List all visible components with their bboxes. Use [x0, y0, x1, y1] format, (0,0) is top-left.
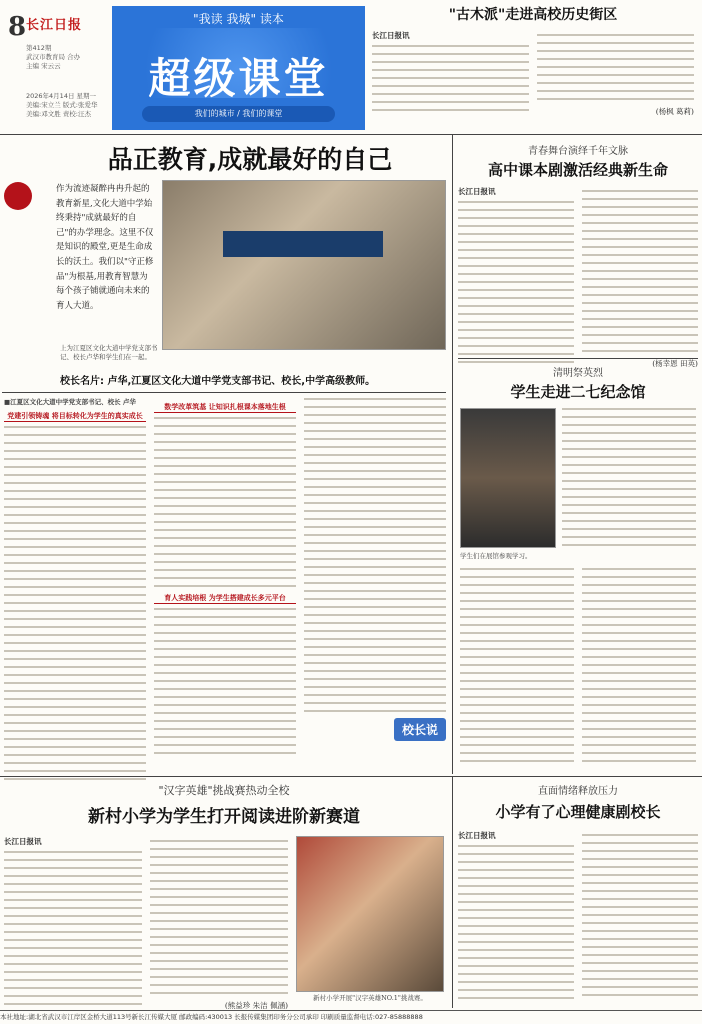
right-story-1-kicker: 青春舞台演绎千年文脉	[528, 146, 628, 157]
page-number: 8	[8, 12, 27, 42]
right-story-2-headline: 学生走进二七纪念馆	[510, 383, 646, 401]
byline: 长江日报讯	[372, 31, 410, 40]
bottom-left-photo	[296, 836, 444, 992]
bottom-right-story	[458, 782, 698, 1005]
top-story-ending: (杨枫 葛莉)	[655, 107, 694, 116]
right-story-2-cols	[460, 568, 696, 768]
staff-line-2: 美编:邓文胜 责校:汪杰	[26, 110, 91, 118]
top-story-title: "古木派"走进高校历史街区	[448, 7, 618, 23]
main-col-2	[154, 398, 296, 760]
author-line: ■江夏区文化大道中学党支部书记、校长 卢华	[4, 398, 136, 406]
subheading-2: 数学改革筑基 让知识扎根课本落地生根	[154, 402, 296, 413]
issue-number: 第412期	[26, 44, 52, 52]
principal-says-tag: 校长说	[394, 718, 446, 741]
subheading-1: 党建引领铸魂 将目标转化为学生的真实成长	[4, 411, 146, 422]
bottom-left-headline: 新村小学为学生打开阅读进阶新赛道	[88, 807, 360, 827]
main-lead-block	[4, 182, 156, 313]
date-block	[26, 92, 97, 119]
right-story-2-kicker: 清明祭英烈	[553, 368, 603, 379]
subheading-3: 育人实践培根 为学生搭建成长多元平台	[154, 593, 296, 604]
date-line: 2026年4月14日 星期一	[26, 92, 97, 100]
main-col-1	[4, 398, 146, 786]
page-footer: 本社地址:湖北省武汉市江岸区金桥大道113号新长江传媒大厦 邮政编码:430013 长报传媒集团印务分公司承印 印刷质量监督电话:027-85888888	[0, 1010, 702, 1024]
quote-mark-icon	[4, 182, 32, 210]
principal-card: 校长名片: 卢华,江夏区文化大道中学党支部书记、校长,中学高级教师。	[60, 376, 376, 387]
bottom-left-story	[4, 782, 444, 835]
banner-subtitle: 我们的城市 / 我们的课堂	[142, 106, 335, 122]
bottom-left-col-2	[150, 836, 288, 1011]
bottom-left-ending: (熊益珍 朱洁 佩涵)	[224, 1001, 288, 1010]
paper-logo: 长江日报	[26, 18, 83, 33]
bottom-left-kicker: "汉字英雄"挑战赛热动全校	[158, 784, 290, 797]
column-divider	[452, 776, 453, 1008]
top-story-col-1	[372, 30, 529, 117]
main-lead: 作为流迹凝醉冉冉升起的教育新星,文化大道中学始终秉持"成就最好的自己"的办学理念。这里不仅是知识的殿堂,更是生命成长的沃土。我们以"守正修品"为根基,用教育智慧为每个孩子铺就通向未来的育人大道。	[56, 184, 154, 311]
bottom-left-col-1	[4, 836, 142, 1011]
photo-banner	[223, 231, 383, 257]
banner-slogan: "我读 我城" 读本	[193, 12, 284, 26]
column-divider	[452, 134, 453, 774]
divider	[2, 392, 446, 393]
bottom-right-kicker: 直面情绪释放压力	[538, 786, 618, 797]
memorial-photo	[460, 408, 556, 548]
main-photo	[162, 180, 446, 350]
bottom-left-photo-caption: 新村小学开展"汉字英雄NO.1"挑战赛。	[313, 994, 427, 1002]
divider	[0, 776, 702, 777]
section-banner	[112, 6, 365, 130]
right-story-1-ending: (杨幸恩 田英)	[652, 359, 698, 368]
staff-line-1: 美编:宋立兰 版式:张爱华	[26, 101, 98, 109]
byline: 长江日报讯	[458, 187, 496, 196]
right-story-1	[458, 142, 698, 369]
right-story-2-col	[562, 408, 696, 552]
byline: 长江日报讯	[458, 831, 496, 840]
right-story-1-headline: 高中课本剧激活经典新生命	[487, 161, 668, 179]
divider	[458, 358, 698, 359]
memorial-photo-caption: 学生们在展馆参观学习。	[460, 552, 532, 560]
divider	[0, 134, 702, 135]
right-story-2	[458, 364, 698, 408]
issue-info	[26, 44, 80, 71]
byline: 长江日报讯	[4, 837, 42, 846]
main-headline: 品正教育,成就最好的自己	[107, 145, 393, 174]
main-col-3	[304, 398, 446, 741]
main-photo-caption: 上为江夏区文化大道中学党支部书记、校长卢华和学生们在一起。	[60, 344, 158, 361]
top-story-col-2	[537, 30, 694, 117]
top-story	[372, 2, 694, 122]
publisher-line: 武汉市教育局 合办	[26, 53, 81, 61]
banner-title: 超级课堂	[148, 54, 329, 103]
bottom-right-headline: 小学有了心理健康剧校长	[495, 803, 661, 821]
editor-line: 主编 宋云云	[26, 62, 61, 70]
